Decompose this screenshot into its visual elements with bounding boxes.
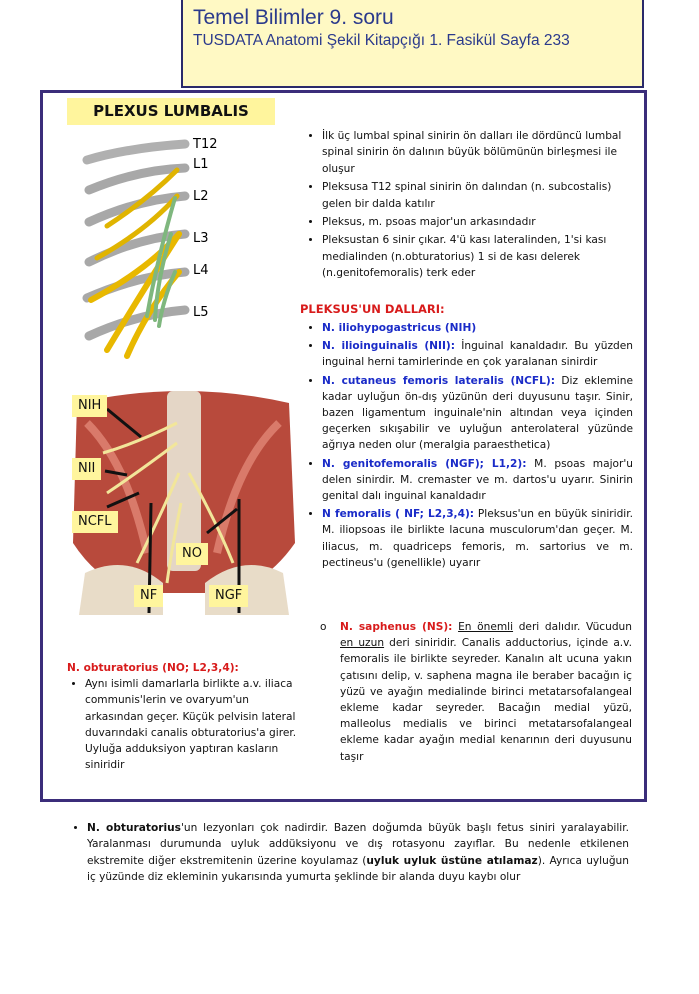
saphenus-emph-2: en uzun [340, 637, 385, 650]
level-t12: T12 [193, 137, 218, 152]
intro-item: • İlk üç lumbal spinal sinirin ön dalları ile dördüncü lumbal spinal sinirin ön dalının büyük bölümünün birleşmesi ile oluşur [322, 128, 635, 177]
level-l2: L2 [193, 189, 209, 204]
branch-name: N. iliohypogastricus (NIH) [322, 322, 477, 334]
branch-text: Diz eklemine kadar uyluğun ön-dış yüzünün deri duyusunu taşır. Sinir, bazen ligamentum inguinale'nin altından veya içinden geçerken sıkışabilir ve uyluğun anterolateral yüzünde ağrıya neden olur (meralgia paraesthetica) [322, 374, 633, 452]
obturatorius-title: N. obturatorius (NO; L2,3,4): [67, 662, 239, 674]
obturatorius-text: • Aynı isimli damarlarla birlikte a.v. iliaca communis'lerin ve ovaryum'un arkasından geçer. Küçük pelvisin lateral duvarındaki canalis obturatorius'a girer. Uyluğa adduksiyon yaptıran kasların siniridir [85, 676, 302, 773]
label-ncfl: NCFL [72, 511, 118, 533]
bottom-text-2: ). Ayrıca uyluğun iç yüzünde diz ekleminin yukarısında yumurta şeklinde bir alanda duyu kaybı olur [87, 854, 629, 884]
label-no: NO [176, 543, 208, 565]
sub-bullet-marker: o [320, 621, 327, 633]
branch-name: N. genitofemoralis (NGF); L1,2): [322, 457, 527, 470]
branch-name: N femoralis ( NF; L2,3,4): [322, 508, 475, 521]
branches-title: PLEKSUS'UN DALLARI: [300, 302, 445, 316]
saphenus-item [320, 619, 632, 765]
branch-text: İnguinal kanaldadır. Bu yüzden inguinal herni tamirlerinde en çok yaralanan sinirdir [322, 340, 633, 369]
saphenus-text-2: deri siniridir. Canalis adductorius, içinde a.v. femoralis ile birlikte seyreder. Kanalın alt ucuna yakın çatısını delip, v. saphena magna ile beraber bacağın iç yüzü ve ayağın medialinde birinci metatarsofalangeal ekleme kadar seyreder. Bacağın medial yüzü, malleolus medialis ve birinci metatarsofalangeal ekleme kadar ayağın medial kenarının deri duyusunu taşır [340, 637, 632, 763]
level-l4: L4 [193, 263, 209, 278]
branch-text: M. psoas major'u delen sinirdir. M. cremaster ve m. dartos'u uyarır. Sinirin genital dalı inguinal kanaldadır [322, 457, 633, 503]
header-subtitle: TUSDATA Anatomi Şekil Kitapçığı 1. Fasikül Sayfa 233 [193, 32, 570, 49]
branch-item [322, 506, 633, 571]
label-ngf: NGF [209, 585, 248, 607]
header-title: Temel Bilimler 9. soru [193, 6, 394, 29]
saphenus-text-1: deri dalıdır. Vücudun [513, 621, 632, 633]
figure-title: PLEXUS LUMBALIS [67, 98, 275, 125]
branch-item [322, 338, 633, 370]
branch-item [322, 320, 633, 336]
branch-text: Pleksus'un en büyük siniridir. M. iliopsoas ile birlikte lacuna musculorum'dan geçer. M. iliacus, m. quadriceps femoris, m. sartorius ve m. pectineus'u (genellikle) uyarır [322, 508, 633, 569]
bottom-bold-2: uyluk uyluk üstüne atılamaz [366, 854, 538, 867]
intro-item: • Pleksusa T12 spinal sinirin ön dalından (n. subcostalis) gelen bir dalda katılır [322, 179, 635, 212]
abdominal-wall-illustration [67, 383, 300, 615]
level-l5: L5 [193, 305, 209, 320]
intro-item: • Pleksus, m. psoas major'un arkasındadır [322, 214, 635, 230]
header-box [181, 0, 644, 88]
bottom-item [87, 820, 629, 886]
intro-item: • Pleksustan 6 sinir çıkar. 4'ü kası lateralinden, 1'si kası medialinden (n.obturatorius) 1 si de kası delerek (n.genitofemoralis) terk eder [322, 232, 635, 281]
label-nii: NII [72, 458, 101, 480]
plexus-illustration [67, 130, 307, 362]
bottom-note [67, 820, 629, 888]
intro-list [300, 128, 635, 284]
branch-name: N. ilioinguinalis (NII): [322, 340, 456, 353]
bottom-text-1: 'un lezyonları çok nadirdir. Bazen doğumda büyük başlı fetus siniri yaralayabilir. Yaralanması durumunda uyluk addüksiyonu ve dış rotasyonu zayıflar. Bu nedenle etkilenen ekstremite diğer ekstremitenin üzerine koyulamaz ( [87, 822, 629, 867]
obturatorius-block [67, 660, 302, 775]
label-nf: NF [134, 585, 163, 607]
bottom-bold-1: N. obturatorius [87, 822, 181, 834]
level-l1: L1 [193, 157, 209, 172]
branch-name: N. cutaneus femoris lateralis (NCFL): [322, 374, 555, 387]
branch-item [322, 456, 633, 505]
level-l3: L3 [193, 231, 209, 246]
saphenus-name: N. saphenus (NS): [340, 621, 453, 633]
branches-list [300, 320, 633, 573]
saphenus-emph-1: En önemli [458, 621, 514, 633]
label-nih: NIH [72, 395, 107, 417]
branch-item [322, 373, 633, 454]
